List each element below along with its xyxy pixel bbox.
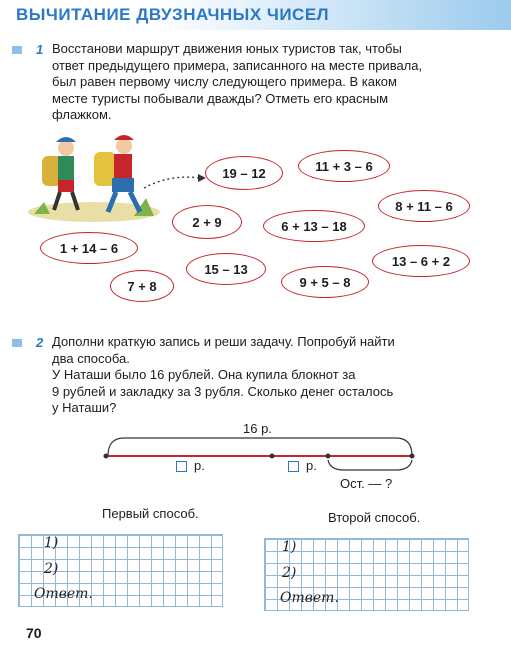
page-title: ВЫЧИТАНИЕ ДВУЗНАЧНЫХ ЧИСЕЛ xyxy=(16,5,330,24)
example-oval[interactable]: 8 + 11 – 6 xyxy=(378,190,470,222)
way1-title: Первый способ. xyxy=(102,506,199,521)
task1-line: месте туристы побывали дважды? Отметь его красным xyxy=(52,90,389,106)
answer-box[interactable] xyxy=(288,461,299,472)
task2-text xyxy=(52,334,488,417)
way1-answer: Ответ. xyxy=(34,586,93,602)
example-oval[interactable]: 15 – 13 xyxy=(186,253,266,285)
way1-line1: 1) xyxy=(44,535,59,551)
task2-line: У Наташи было 16 рублей. Она купила блокнот за xyxy=(52,367,356,382)
example-oval[interactable]: 1 + 14 – 6 xyxy=(40,232,138,264)
example-oval[interactable]: 9 + 5 – 8 xyxy=(281,266,369,298)
example-oval[interactable]: 19 – 12 xyxy=(205,156,283,190)
way2-line2: 2) xyxy=(282,565,297,581)
task2-line: два способа. xyxy=(52,350,130,366)
total-label: 16 р. xyxy=(243,421,272,436)
example-oval[interactable]: 13 – 6 + 2 xyxy=(372,245,470,277)
way1-line2: 2) xyxy=(44,561,59,577)
remainder-label: Ост. — ? xyxy=(340,476,393,491)
way2-line1: 1) xyxy=(282,539,297,555)
way2-title: Второй способ. xyxy=(328,510,421,525)
page-number: 70 xyxy=(26,625,42,641)
task1-line: Восстанови маршрут движения юных туристов так, чтобы xyxy=(52,41,402,56)
task-marker xyxy=(12,339,22,347)
task1-line: был равен первому числу следующего примера. В каком xyxy=(52,74,397,89)
unit-label: р. xyxy=(194,458,205,473)
task1-text xyxy=(52,41,488,124)
task2-line: 9 рублей и закладку за 3 рубля. Сколько денег осталось xyxy=(52,383,394,399)
example-oval[interactable]: 2 + 9 xyxy=(172,205,242,239)
unit-label: р. xyxy=(306,458,317,473)
way2-answer: Ответ. xyxy=(280,590,339,606)
example-oval[interactable]: 11 + 3 – 6 xyxy=(298,150,390,182)
route-arrow xyxy=(140,168,210,192)
task1-line: флажком. xyxy=(52,107,112,122)
task2-line: Дополни краткую запись и реши задачу. Попробуй найти xyxy=(52,334,395,349)
task1-line: ответ предыдущего примера, записанного на месте привала, xyxy=(52,57,423,73)
answer-box[interactable] xyxy=(176,461,187,472)
task1-number: 1 xyxy=(36,42,44,57)
example-oval[interactable]: 7 + 8 xyxy=(110,270,174,302)
task2-line: у Наташи? xyxy=(52,400,117,415)
task-marker xyxy=(12,46,22,54)
task2-number: 2 xyxy=(36,335,44,350)
example-oval[interactable]: 6 + 13 – 18 xyxy=(263,210,365,242)
